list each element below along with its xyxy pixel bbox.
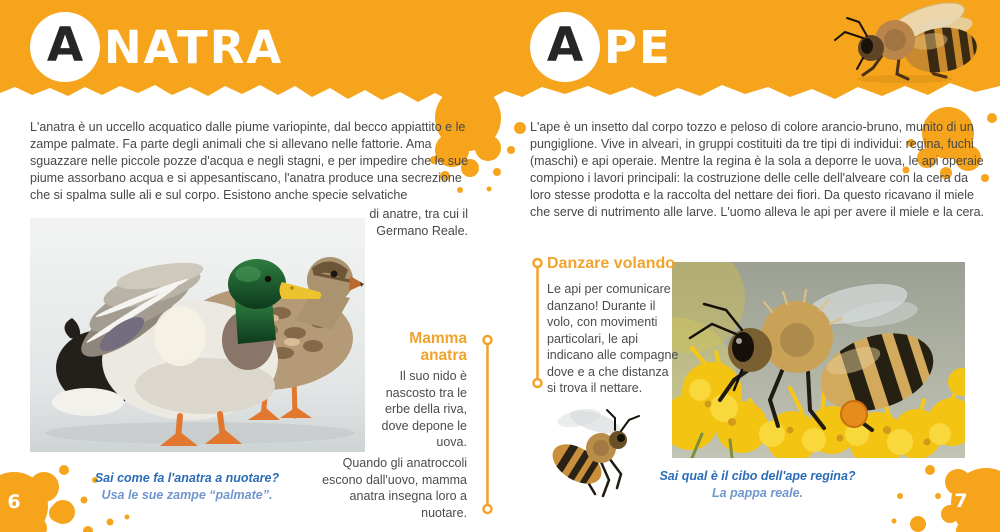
header-bee-image <box>833 2 988 84</box>
page-number-right: 7 <box>954 490 968 512</box>
sidebar-text-left-lower: Quando gli anatroccoli escono dall'uovo, mamma anatra insegna loro a nuotare. <box>322 456 467 520</box>
initial-circle-right <box>530 12 600 82</box>
body-paragraph-right: L'ape è un insetto dal corpo tozzo e peloso di colore arancio-bruno, munito di un pungiglione. Vive in alveari, in gruppi costituiti da tre tipi di individui: regina, fuchi (maschi) e api operaie. Mentre la regina è la sola a deporre le uova, le api operaie compiono i lavori principali: la costruzione delle celle dell'alveare con la cera da loro stesse prodotta e la raccolta del nettare dei fiori. Da questo ricavano il miele che serve di nutrimento alle larve. L'uomo alleva le api per avere il miele e la cera. <box>530 120 985 219</box>
initial-circle-left <box>30 12 100 82</box>
caption-question-right: Sai qual è il cibo dell'ape regina? <box>659 469 856 483</box>
sidebar-title-right: Danzare volando <box>547 255 676 272</box>
initial-letter-right: A <box>546 18 584 73</box>
initial-letter-left: A <box>46 18 84 73</box>
bee-on-flower-photo <box>672 262 965 458</box>
bottom-right-splat <box>892 465 1000 532</box>
sidebar-text-left-upper: Il suo nido è nascosto tra le erbe della riva, dove depone le uova. <box>381 369 467 449</box>
caption-answer-left: Usa le sue zampe “palmate”. <box>101 488 273 502</box>
photo-caption-left <box>62 470 312 504</box>
photo-caption-right <box>645 468 870 502</box>
sidebar-rule-right <box>534 259 542 387</box>
flying-bee-image <box>543 402 643 504</box>
page-title-left: NATRA <box>104 20 284 74</box>
sidebar-rule-left <box>484 336 492 513</box>
pollen-ball <box>841 401 867 427</box>
page-number-left: 6 <box>7 491 21 513</box>
sidebar-title-left: Mamma anatra <box>409 330 467 364</box>
body-paragraph-left: L'anatra è un uccello acquatico dalle piume variopinte, dal becco appiattito e le zampe palmate. Fa parte degli animali che si allevano nelle fattorie. Ama sguazzare nelle piccole pozze d'acqua e negli stagni, e per impedire che le sue piume assorbano acqua e si appesantiscano, l'anatra produce una secrezione che si spalma sulle ali e sul corpo. Esistono anche specie selvatiche <box>30 120 469 202</box>
caption-question-left: Sai come fa l'anatra a nuotare? <box>94 471 280 485</box>
mallard-ducks-photo <box>30 218 365 452</box>
sidebar-text-right: Le api per comunicare danzano! Durante il volo, con movimenti particolari, le api indicano alle compagne dove e a che distanza si trova il nettare. <box>547 282 679 395</box>
caption-answer-right: La pappa reale. <box>711 486 803 500</box>
body-continuation-left: di anatre, tra cui il Germano Reale. <box>369 207 468 238</box>
page-title-right: PE <box>604 20 672 74</box>
